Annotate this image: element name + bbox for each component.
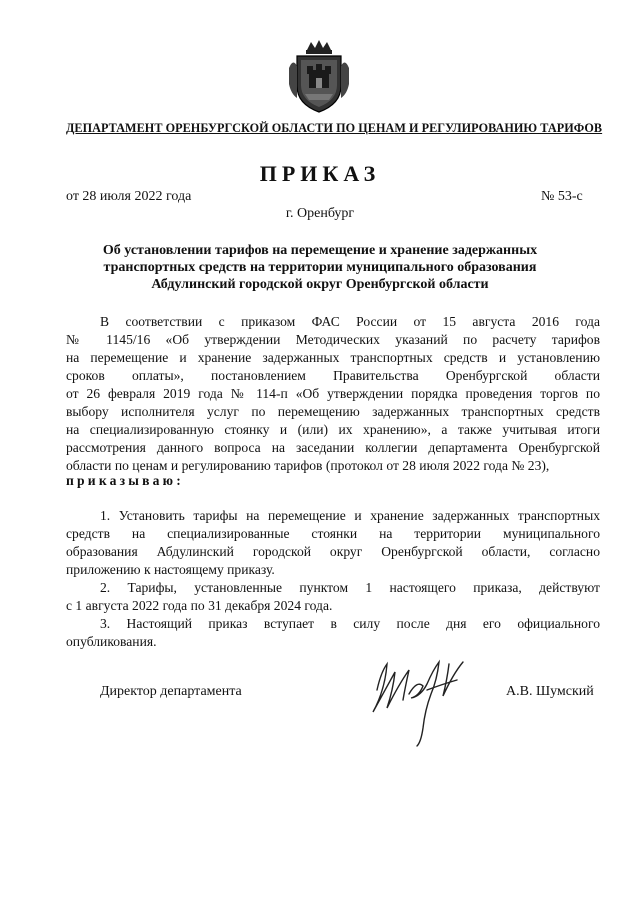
paragraph-line: 2. Тарифы, установленные пунктом 1 настоящего приказа, действуют xyxy=(100,580,600,595)
paragraph-line: образования Абдулинский городской округ Оренбургской области, согласно xyxy=(66,544,600,559)
order-item-1 xyxy=(66,507,600,579)
handwritten-signature xyxy=(365,650,475,750)
paragraph-line: В соответствии с приказом ФАС России от 15 августа 2016 года xyxy=(100,314,600,329)
order-city: г. Оренбург xyxy=(285,206,355,221)
order-subject xyxy=(80,242,560,293)
paragraph-line: от 26 февраля 2019 года № 114-п «Об утверждении порядка проведения торгов по xyxy=(66,386,600,401)
paragraph-line: сроков оплаты», постановлением Правительства Оренбургской области xyxy=(66,368,600,383)
order-word: приказываю: xyxy=(66,473,184,488)
paragraph-line: на специализированную стоянку и (или) их хранению», а также учитывая итоги xyxy=(66,422,600,437)
subject-line: Об установлении тарифов на перемещение и хранение задержанных xyxy=(102,243,538,258)
paragraph-line: № 1145/16 «Об утверждении Методических указаний по расчету тарифов xyxy=(66,332,600,347)
paragraph-line: рассмотрения данного вопроса на заседании коллегии департамента Оренбургской xyxy=(66,440,600,455)
preamble-paragraph xyxy=(66,313,600,475)
subject-line: транспортных средств на территории муниципального образования xyxy=(103,260,537,275)
signer-name: А.В. Шумский xyxy=(506,684,594,699)
order-date: от 28 июля 2022 года xyxy=(66,189,192,204)
order-item-3 xyxy=(66,615,600,651)
paragraph-line: 1. Установить тарифы на перемещение и хранение задержанных транспортных xyxy=(100,508,600,523)
paragraph-line: средств на специализированные стоянки на территории муниципального xyxy=(66,526,600,541)
order-item-2 xyxy=(66,579,600,615)
paragraph-line: выбору исполнителя услуг по перемещению задержанных транспортных средств xyxy=(66,404,600,419)
department-name: ДЕПАРТАМЕНТ ОРЕНБУРГСКОЙ ОБЛАСТИ ПО ЦЕНАМ И РЕГУЛИРОВАНИЮ ТАРИФОВ xyxy=(66,121,603,135)
paragraph-line: 3. Настоящий приказ вступает в силу после дня его официального xyxy=(100,616,600,631)
signer-position: Директор департамента xyxy=(100,684,242,699)
paragraph-line: с 1 августа 2022 года по 31 декабря 2024 года. xyxy=(66,598,333,613)
order-number: № 53-с xyxy=(541,189,583,204)
coat-of-arms-icon xyxy=(285,38,353,116)
paragraph-line: опубликования. xyxy=(66,634,157,649)
document-title: ПРИКАЗ xyxy=(259,161,381,186)
paragraph-line: приложению к настоящему приказу. xyxy=(66,562,275,577)
subject-line: Абдулинский городской округ Оренбургской области xyxy=(151,277,489,292)
paragraph-line: области по ценам и регулированию тарифов (протокол от 28 июля 2022 года № 23), xyxy=(66,458,550,473)
paragraph-line: на перемещение и хранение задержанных транспортных средств и установлению xyxy=(66,350,600,365)
